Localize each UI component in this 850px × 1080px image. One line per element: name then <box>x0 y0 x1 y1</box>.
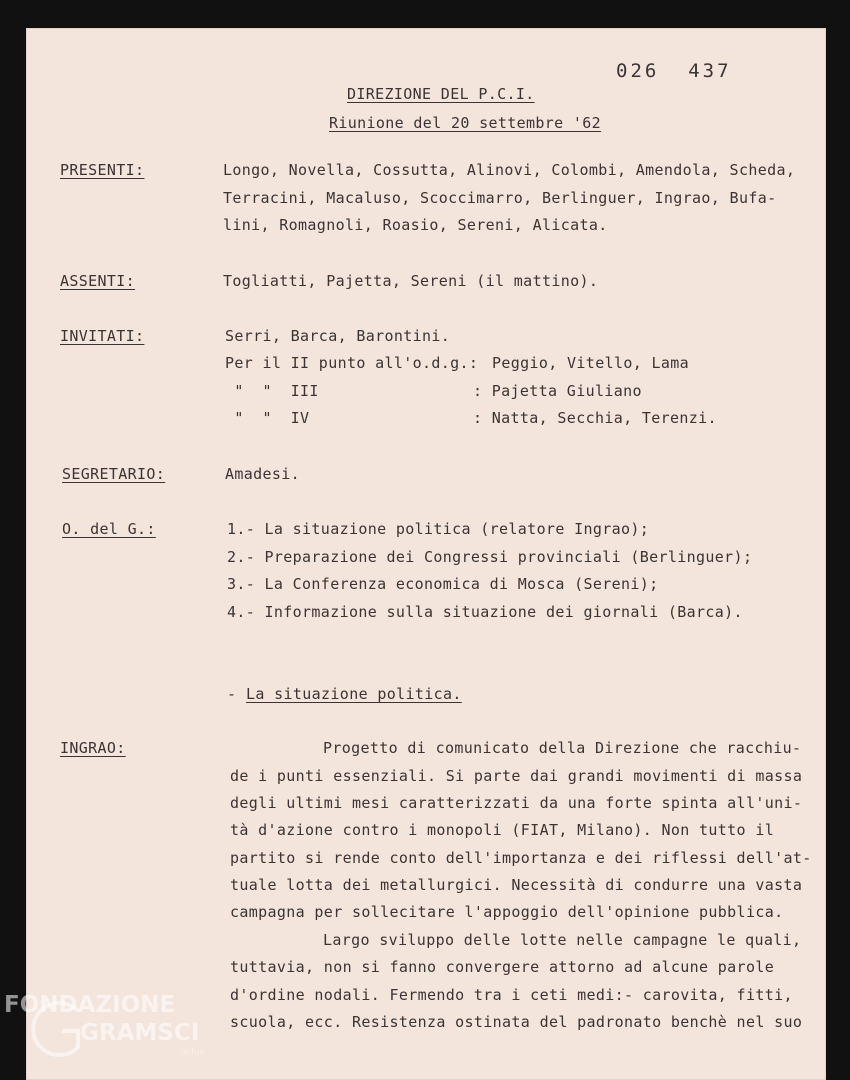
ingrao-line: Progetto di comunicato della Direzione che racchiu- <box>323 739 802 757</box>
ingrao-line: tuale lotta dei metallurgici. Necessità di condurre una vasta <box>230 876 803 894</box>
segretario-label: SEGRETARIO: <box>62 465 166 483</box>
assenti-text: Togliatti, Pajetta, Sereni (il mattino). <box>223 272 599 290</box>
ingrao-line: tà d'azione contro i monopoli (FIAT, Milano). Non tutto il <box>230 821 775 839</box>
invitati-row-label: " " IV <box>225 409 310 427</box>
odg-item: 4.- Informazione sulla situazione dei giornali (Barca). <box>227 603 743 621</box>
presenti-line: Longo, Novella, Cossutta, Alinovi, Colombi, Amendola, Scheda, <box>223 161 796 179</box>
odg-item: 2.- Preparazione dei Congressi provinciali (Berlinguer); <box>227 548 753 566</box>
archive-number: 026 437 <box>616 60 732 82</box>
watermark-line2: GRAMSCI <box>80 1020 200 1046</box>
ingrao-line: degli ultimi mesi caratterizzati da una forte spinta all'uni- <box>230 794 803 812</box>
invitati-row-label: Per il II punto all'o.d.g.: <box>225 354 479 372</box>
invitati-line: Serri, Barca, Barontini. <box>225 327 451 345</box>
ingrao-line: de i punti essenziali. Si parte dai grandi movimenti di massa <box>230 767 803 785</box>
segretario-text: Amadesi. <box>225 465 301 483</box>
ingrao-line: tuttavia, non si fanno convergere attorno ad alcune parole <box>230 958 775 976</box>
odg-label: O. del G.: <box>62 520 156 538</box>
ingrao-line: Largo sviluppo delle lotte nelle campagne le quali, <box>323 931 802 949</box>
section-dash: - <box>227 685 237 703</box>
ingrao-line: campagna per sollecitare l'appoggio dell'opinione pubblica. <box>230 903 784 921</box>
assenti-label: ASSENTI: <box>60 272 136 290</box>
presenti-label: PRESENTI: <box>60 161 145 179</box>
fondazione-gramsci-watermark <box>0 985 215 1080</box>
document-title: DIREZIONE DEL P.C.I. <box>347 85 535 103</box>
invitati-row-names: : Natta, Secchia, Terenzi. <box>473 409 717 427</box>
document-subtitle: Riunione del 20 settembre '62 <box>329 114 602 132</box>
ingrao-line: d'ordine nodali. Fermendo tra i ceti medi:- carovita, fitti, <box>230 986 793 1004</box>
presenti-line: lini, Romagnoli, Roasio, Sereni, Alicata. <box>223 216 608 234</box>
ingrao-line: scuola, ecc. Resistenza ostinata del padronato benchè nel suo <box>230 1013 803 1031</box>
presenti-line: Terracini, Macaluso, Scoccimarro, Berlinguer, Ingrao, Bufa- <box>223 189 777 207</box>
invitati-label: INVITATI: <box>60 327 145 345</box>
odg-item: 3.- La Conferenza economica di Mosca (Sereni); <box>227 575 659 593</box>
invitati-row-names: Peggio, Vitello, Lama <box>492 354 689 372</box>
section-heading: La situazione politica. <box>246 685 462 703</box>
watermark-suffix: onlus <box>180 1048 205 1058</box>
ingrao-label: INGRAO: <box>60 739 126 757</box>
ingrao-line: partito si rende conto dell'importanza e dei riflessi dell'at- <box>230 849 812 867</box>
odg-item: 1.- La situazione politica (relatore Ingrao); <box>227 520 650 538</box>
watermark-line1: FONDAZIONE <box>4 992 176 1018</box>
invitati-row-label: " " III <box>225 382 319 400</box>
invitati-row-names: : Pajetta Giuliano <box>473 382 642 400</box>
